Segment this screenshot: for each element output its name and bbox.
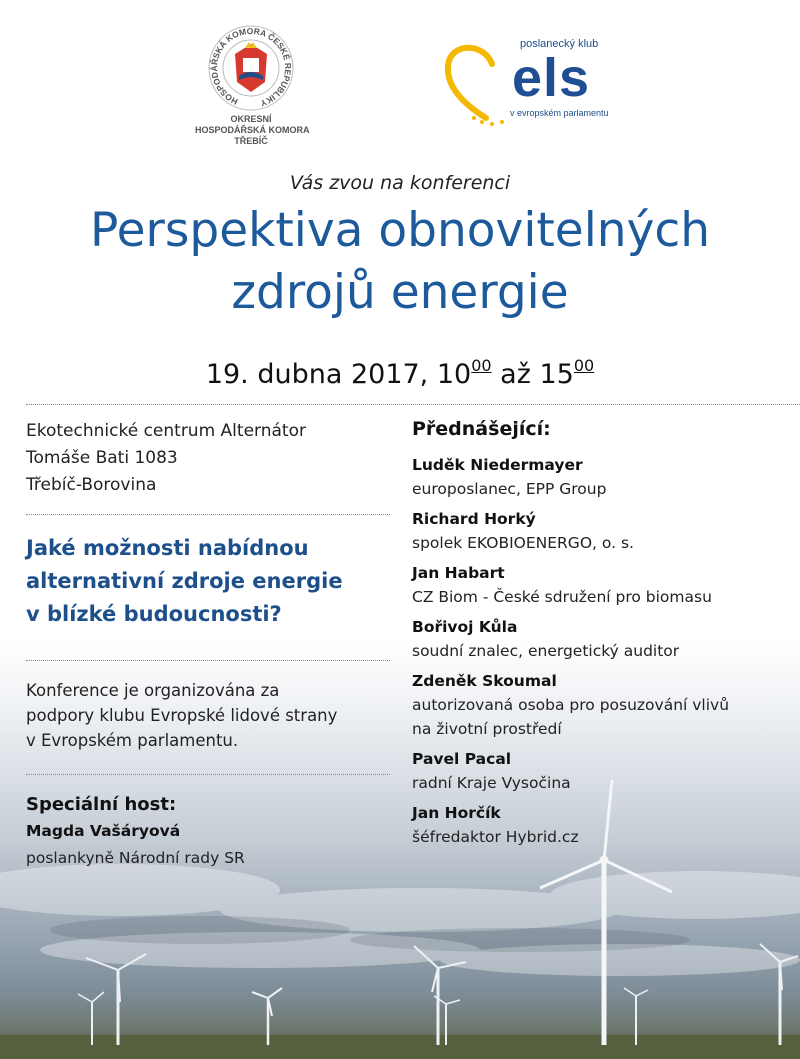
speaker-item (412, 561, 792, 609)
speaker-item (412, 615, 792, 663)
venue-line-1: Ekotechnické centrum Alternátor (26, 421, 306, 441)
conference-title (0, 200, 800, 324)
separator-top (26, 404, 800, 405)
invitation-line: Vás zvou na konferenci (289, 172, 511, 194)
speaker-role: europoslanec, EPP Group (412, 480, 607, 498)
chamber-seal-icon (195, 18, 307, 114)
speaker-name: Jan Horčík (412, 804, 501, 822)
separator-left-2 (26, 660, 390, 661)
organizer-line-2: podpory klubu Evropské lidové strany (26, 706, 338, 725)
speaker-name: Richard Horký (412, 510, 536, 528)
speakers-list (412, 453, 792, 855)
speaker-item (412, 801, 792, 849)
seal-ring-text: HOSPODÁŘSKÁ KOMORA ČESKÉ REPUBLIKY (209, 25, 294, 109)
question-line-2: alternativní zdroje energie (26, 569, 343, 593)
speaker-role: radní Kraje Vysočina (412, 774, 571, 792)
speaker-name: Zdeněk Skoumal (412, 672, 557, 690)
special-guest-name: Magda Vašáryová (26, 822, 181, 840)
speaker-name: Pavel Pacal (412, 750, 512, 768)
organizer-line-1: Konference je organizována za (26, 681, 280, 700)
speaker-item (412, 453, 792, 501)
venue-address (26, 418, 306, 499)
els-wordmark: els (512, 48, 591, 108)
speaker-name: Luděk Niedermayer (412, 456, 583, 474)
conference-question (26, 532, 343, 631)
date-main: 19. dubna 2017, 10 (205, 359, 472, 390)
date-start-minutes: 00 (471, 356, 492, 375)
speaker-role: soudní znalec, energetický auditor (412, 642, 680, 660)
special-guest-role: poslankyně Národní rady SR (26, 849, 245, 867)
separator-left-3 (26, 774, 390, 775)
date-end-minutes: 00 (573, 356, 595, 375)
speaker-role: šéfredaktor Hybrid.cz (412, 828, 579, 846)
speaker-item (412, 747, 792, 795)
speaker-role: CZ Biom - České sdružení pro biomasu (412, 588, 712, 606)
okhk-line-3: TŘEBÍČ (234, 136, 268, 146)
conference-date (0, 356, 800, 390)
els-logo (440, 20, 620, 130)
speakers-heading: Přednášející: (412, 418, 551, 440)
special-guest-heading: Speciální host: (26, 794, 177, 815)
venue-line-2: Tomáše Bati 1083 (26, 448, 178, 468)
question-line-1: Jaké možnosti nabídnou (26, 536, 309, 560)
speaker-name: Bořivoj Kůla (412, 618, 518, 636)
okhk-line-2: HOSPODÁŘSKÁ KOMORA (195, 125, 310, 135)
separator-left-1 (26, 514, 390, 515)
els-bottom-text: v evropském parlamentu (510, 108, 609, 118)
els-top-text: poslanecký klub (520, 38, 599, 50)
question-line-3: v blízké budoucnosti? (26, 602, 282, 626)
speaker-role: spolek EKOBIOENERGO, o. s. (412, 534, 634, 552)
okhk-logo (195, 18, 310, 168)
organizer-line-3: v Evropském parlamentu. (26, 731, 239, 750)
speaker-item (412, 507, 792, 555)
title-line-2: zdrojů energie (231, 265, 569, 320)
venue-line-3: Třebíč-Borovina (26, 475, 157, 495)
speaker-role: autorizovaná osoba pro posuzování vlivů (412, 696, 730, 714)
title-line-1: Perspektiva obnovitelných (89, 203, 711, 258)
speaker-name: Jan Habart (412, 564, 505, 582)
date-mid: až 15 (491, 359, 574, 390)
speaker-role-continued: na životní prostředí (412, 720, 562, 738)
okhk-line-1: OKRESNÍ (230, 114, 272, 124)
speaker-item (412, 669, 792, 741)
organizer-note (26, 678, 337, 753)
